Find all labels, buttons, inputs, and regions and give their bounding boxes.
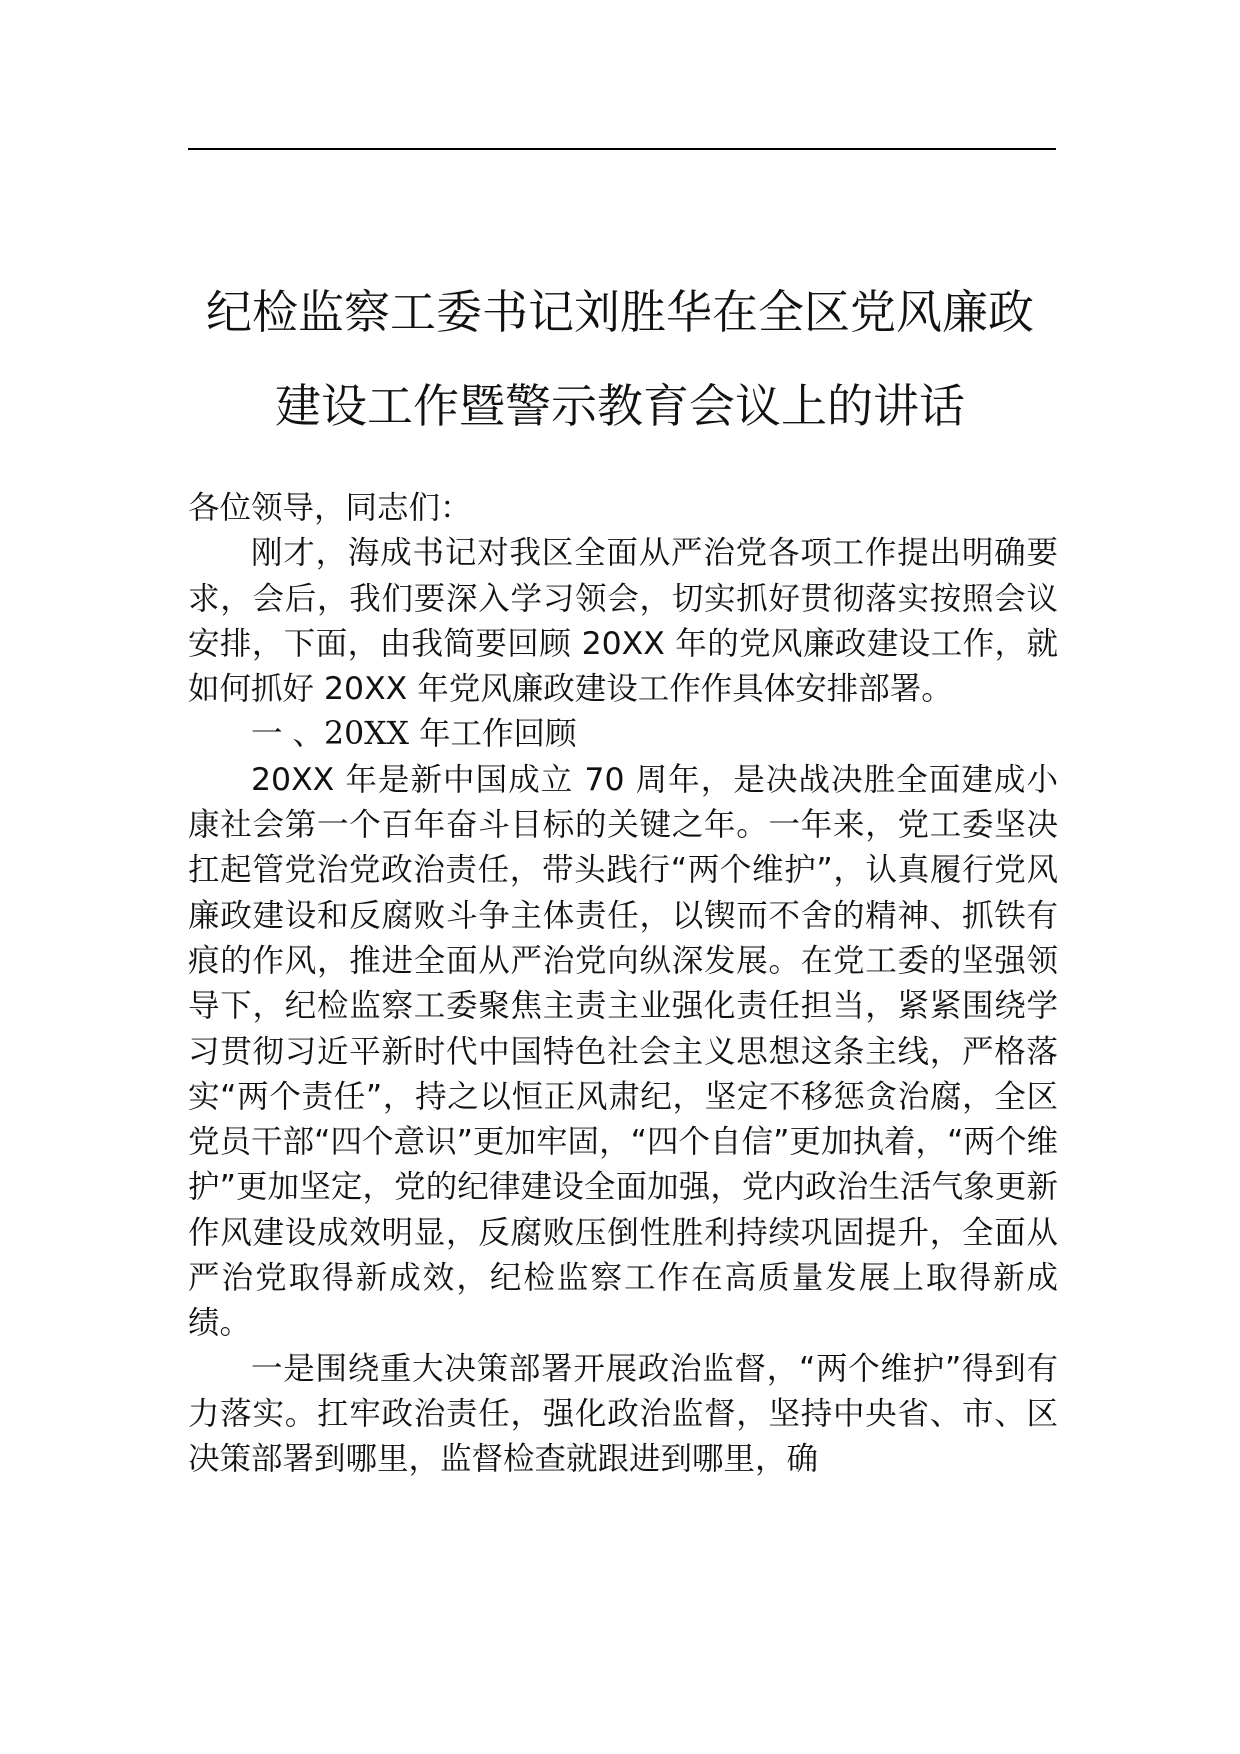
header-rule xyxy=(188,148,1056,150)
document-title xyxy=(150,265,1090,453)
paragraph-review: 20XX 年是新中国成立 70 周年，是决战决胜全面建成小康社会第一个百年奋斗目标的关键之年。一年来，党工委坚决扛起管党治党政治责任，带头践行“两个维护”，认真履行党风廉政建设和反腐败斗争主体责任，以锲而不舍的精神、抓铁有痕的作风，推进全面从严治党向纵深发展。在党工委的坚强领导下，纪检监察工委聚焦主责主业强化责任担当，紧紧围绕学习贯彻习近平新时代中国特色社会主义思想这条主线，严格落实“两个责任”，持之以恒正风肃纪，坚定不移惩贪治腐，全区党员干部“四个意识”更加牢固，“四个自信”更加执着，“两个维护”更加坚定，党的纪律建设全面加强，党内政治生活气象更新作风建设成效明显，反腐败压倒性胜利持续巩固提升，全面从严治党取得新成效，纪检监察工作在高质量发展上取得新成绩。 xyxy=(188,761,1058,1342)
paragraph-intro: 刚才，海成书记对我区全面从严治党各项工作提出明确要求，会后，我们要深入学习领会，切实抓好贯彻落实按照会议安排，下面，由我简要回顾 20XX 年的党风廉政建设工作，就如何抓好 20XX 年党风廉政建设工作作具体安排部署。 xyxy=(188,535,1058,708)
title-line-2: 建设工作暨警示教育会议上的讲话 xyxy=(275,379,965,433)
title-line-1: 纪检监察工委书记刘胜华在全区党风廉政 xyxy=(206,285,1034,339)
section-heading-marker: 一 xyxy=(251,716,283,753)
section-heading-text: 、20XX 年工作回顾 xyxy=(292,716,577,753)
document-body xyxy=(188,486,1058,1483)
paragraph-supervision: 一是围绕重大决策部署开展政治监督，“两个维护”得到有力落实。扛牢政治责任，强化政治监督，坚持中央省、市、区决策部署到哪里，监督检查就跟进到哪里，确 xyxy=(188,1350,1058,1478)
greeting: 各位领导，同志们： xyxy=(188,490,472,526)
section-heading xyxy=(188,712,1058,757)
